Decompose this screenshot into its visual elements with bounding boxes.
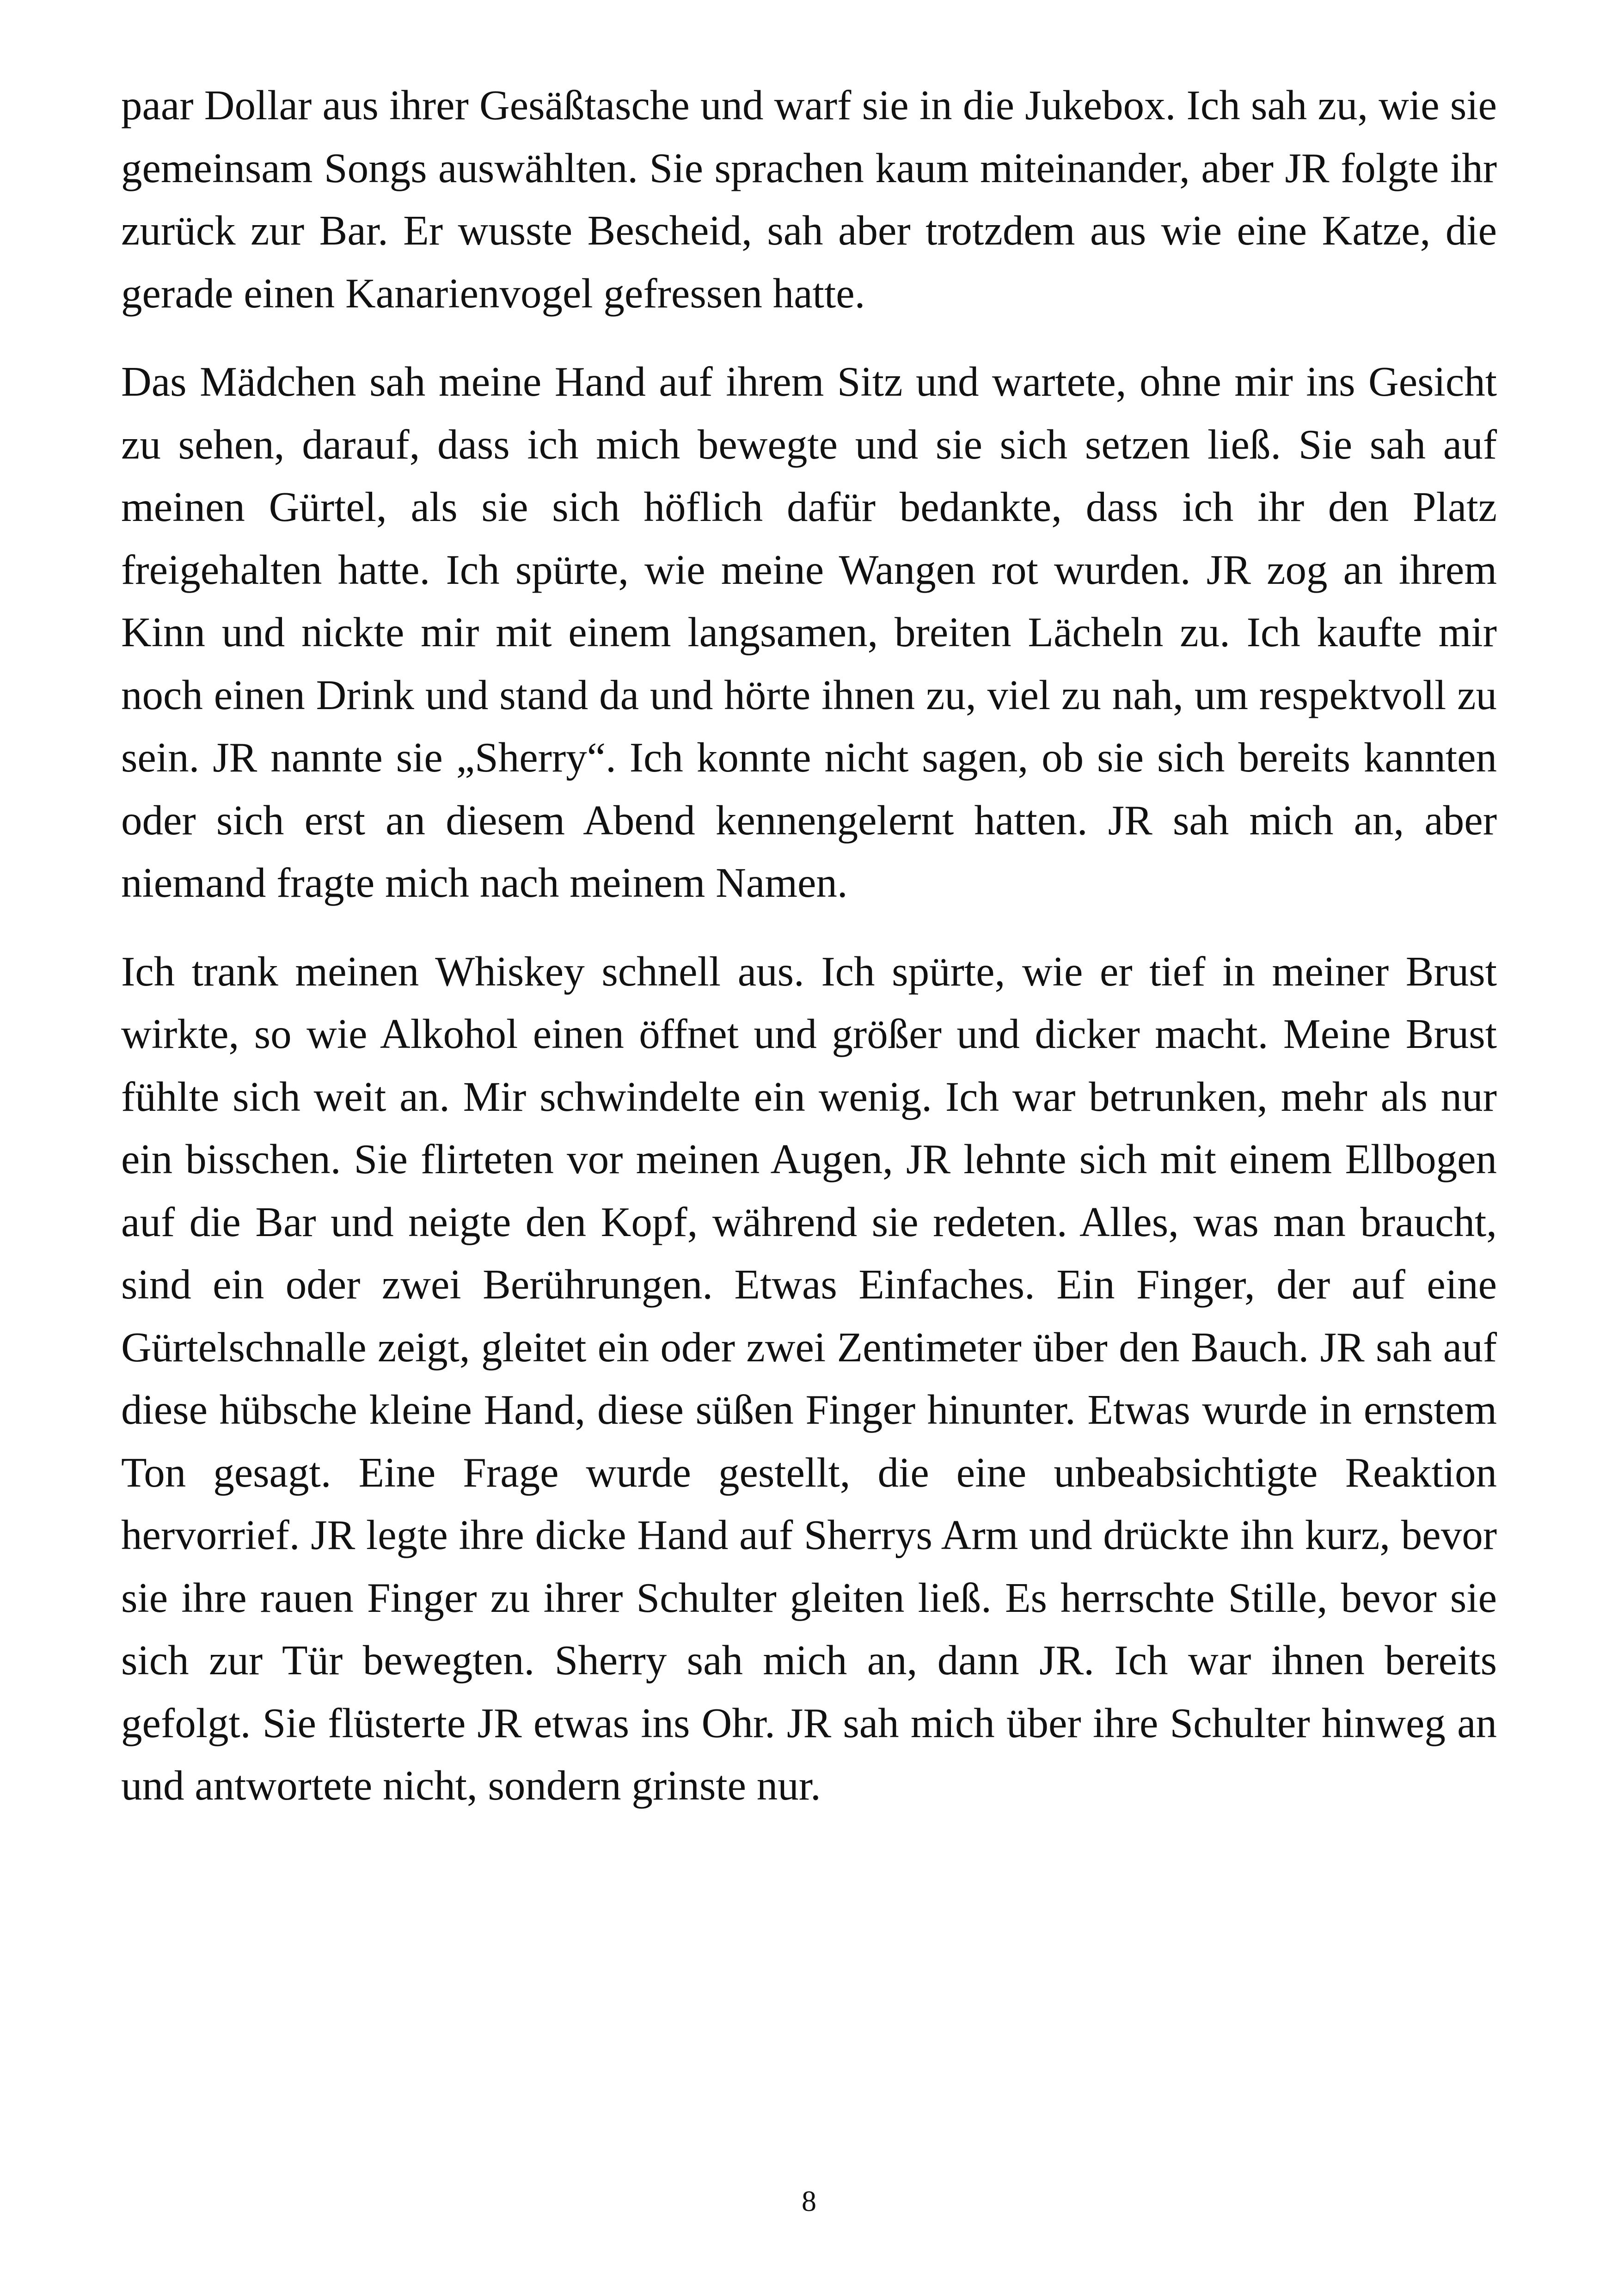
paragraph-3: Ich trank meinen Whiskey schnell aus. Ich spürte, wie er tief in meiner Brust wirkte, so wie Alkohol einen öffnet und größer und dicker macht. Meine Brust fühlte sich weit an. Mir schwindelte ein wenig. Ich war betrunken, mehr als nur ein bisschen. Sie flirteten vor meinen Augen, JR lehnte sich mit einem Ellbogen auf die Bar und neigte den Kopf, während sie redeten. Alles, was man braucht, sind ein oder zwei Berührungen. Etwas Einfaches. Ein Finger, der auf eine Gürtelschnalle zeigt, gleitet ein oder zwei Zentimeter über den Bauch. JR sah auf diese hübsche kleine Hand, diese süßen Finger hinunter. Etwas wurde in ernstem Ton gesagt. Eine Frage wurde gestellt, die eine unbeabsichtigte Reaktion hervorrief. JR legte ihre dicke Hand auf Sherrys Arm und drückte ihn kurz, bevor sie ihre rauen Finger zu ihrer Schulter gleiten ließ. Es herrschte Stille, bevor sie sich zur Tür bewegten. Sherry sah mich an, dann JR. Ich war ihnen bereits gefolgt. Sie flüsterte JR etwas ins Ohr. JR sah mich über ihre Schulter hinweg an und antwortete nicht, sondern grinste nur. [121,948,1497,1809]
page-number: 8 [802,2185,816,2217]
paragraph-1: paar Dollar aus ihrer Gesäßtasche und warf sie in die Jukebox. Ich sah zu, wie sie gemeinsam Songs auswählten. Sie sprachen kaum miteinander, aber JR folgte ihr zurück zur Bar. Er wusste Bescheid, sah aber trotzdem aus wie eine Katze, die gerade einen Kanarienvogel gefressen hatte. [121,82,1497,317]
paragraph-2: Das Mädchen sah meine Hand auf ihrem Sitz und wartete, ohne mir ins Gesicht zu sehen, darauf, dass ich mich bewegte und sie sich setzen ließ. Sie sah auf meinen Gürtel, als sie sich höflich dafür bedankte, dass ich ihr den Platz freigehalten hatte. Ich spürte, wie meine Wangen rot wurden. JR zog an ihrem Kinn und nickte mir mit einem langsamen, breiten Lächeln zu. Ich kaufte mir noch einen Drink und stand da und hörte ihnen zu, viel zu nah, um respektvoll zu sein. JR nannte sie „Sherry“. Ich konnte nicht sagen, ob sie sich bereits kannten oder sich erst an diesem Abend kennengelernt hatten. JR sah mich an, aber niemand fragte mich nach meinem Namen. [121,358,1497,906]
body-text [121,74,1497,1817]
